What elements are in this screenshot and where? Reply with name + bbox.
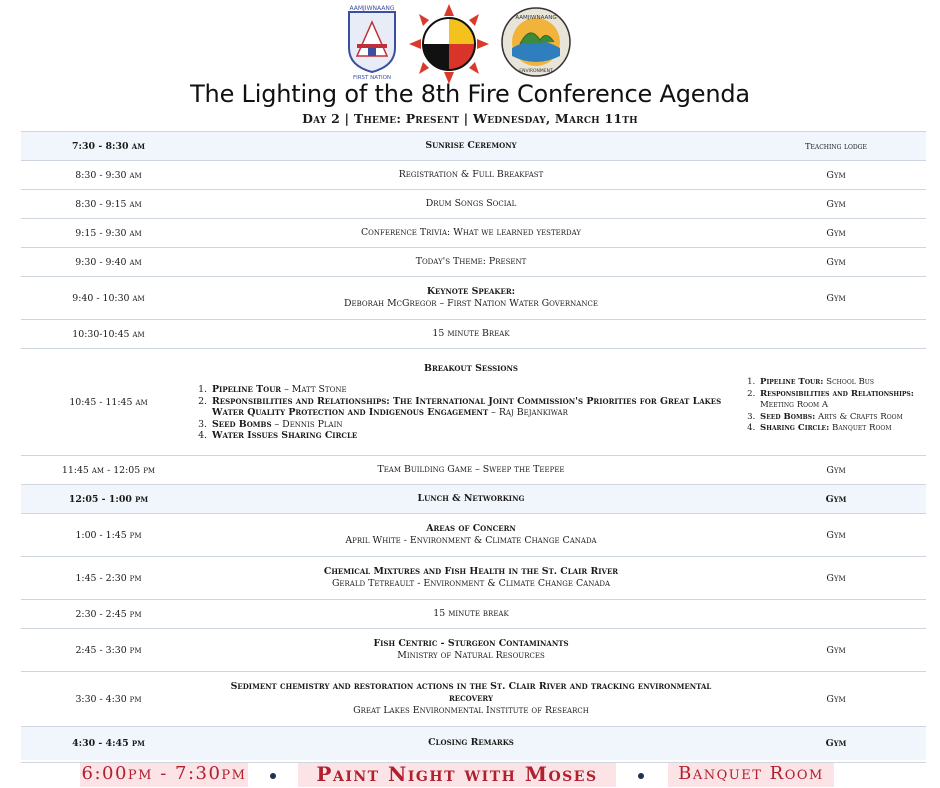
first-nation-crest-logo xyxy=(343,4,401,80)
row-time: 1:45 - 2:30 pm xyxy=(21,557,196,600)
row-location xyxy=(746,600,926,629)
location-title: Seed Bombs: xyxy=(760,411,816,422)
row-event-cell xyxy=(196,672,746,727)
row-location: Gym xyxy=(746,456,926,485)
row-location: Gym xyxy=(746,485,926,514)
row-event-cell xyxy=(196,629,746,672)
agenda-row xyxy=(21,557,926,600)
row-location: Gym xyxy=(746,219,926,248)
row-time: 11:45 am - 12:05 pm xyxy=(21,456,196,485)
row-event-sub: Deborah McGregor – First Nation Water Governance xyxy=(344,298,598,309)
location-place: Meeting Room A xyxy=(760,400,829,411)
row-time: 3:30 - 4:30 pm xyxy=(21,672,196,727)
row-event: Lunch & Networking xyxy=(196,485,746,514)
location-place: Banquet Room xyxy=(829,423,892,434)
agenda-row xyxy=(21,456,926,485)
row-event-sub: Great Lakes Environmental Institute of Research xyxy=(353,705,589,716)
session-title: Pipeline Tour xyxy=(212,384,282,395)
breakout-session xyxy=(210,419,746,431)
breakout-location xyxy=(758,412,926,424)
location-title: Responsibilities and Relationships: xyxy=(760,388,914,399)
row-event: Areas of Concern xyxy=(426,523,516,534)
row-event: 15 minute Break xyxy=(196,320,746,349)
agenda-row xyxy=(21,132,926,161)
row-event: Sunrise Ceremony xyxy=(196,132,746,161)
row-time: 10:45 - 11:45 am xyxy=(21,349,196,456)
agenda-row xyxy=(21,248,926,277)
agenda-row xyxy=(21,219,926,248)
row-location: Gym xyxy=(746,514,926,557)
row-time: 1:00 - 1:45 pm xyxy=(21,514,196,557)
location-title: Sharing Circle: xyxy=(760,423,830,434)
row-time: 8:30 - 9:30 am xyxy=(21,161,196,190)
row-event: Team Building Game – Sweep the Teepee xyxy=(196,456,746,485)
env-logo-top-text: AAMJIWNAANG xyxy=(515,15,557,21)
breakout-title: Breakout Sessions xyxy=(424,362,518,374)
agenda-row xyxy=(21,320,926,349)
agenda-row xyxy=(21,190,926,219)
session-speaker: – Raj Bejankiwar xyxy=(488,407,568,418)
breakout-session xyxy=(210,396,746,419)
row-location: Gym xyxy=(746,277,926,320)
row-event: Today's Theme: Present xyxy=(196,248,746,277)
row-time: 7:30 - 8:30 am xyxy=(21,132,196,161)
agenda-row xyxy=(21,514,926,557)
row-time: 8:30 - 9:15 am xyxy=(21,190,196,219)
row-location: Gym xyxy=(746,248,926,277)
agenda-row xyxy=(21,161,926,190)
bullet-dot xyxy=(638,773,644,779)
row-time: 12:05 - 1:00 pm xyxy=(21,485,196,514)
agenda-row-breakout xyxy=(21,349,926,456)
agenda-row xyxy=(21,727,926,760)
agenda-row xyxy=(21,277,926,320)
page-subtitle: Day 2 | Theme: Present | Wednesday, March 11th xyxy=(302,111,638,126)
row-event: Keynote Speaker: xyxy=(426,286,516,297)
row-time: 2:45 - 3:30 pm xyxy=(21,629,196,672)
bullet-dot xyxy=(270,773,276,779)
breakout-session xyxy=(210,430,746,442)
row-event-cell xyxy=(196,514,746,557)
row-location: Gym xyxy=(746,672,926,727)
agenda-row xyxy=(21,600,926,629)
breakout-location-list xyxy=(746,377,926,435)
evening-banner xyxy=(0,763,940,788)
row-event: Conference Trivia: What we learned yesterday xyxy=(196,219,746,248)
row-event: Fish Centric - Sturgeon Contaminants xyxy=(373,638,569,649)
breakout-cell xyxy=(196,349,746,456)
row-event: Chemical Mixtures and Fish Health in the St. Clair River xyxy=(323,566,619,577)
breakout-location xyxy=(758,377,926,389)
row-location: Gym xyxy=(746,557,926,600)
evening-location: Banquet Room xyxy=(668,763,834,787)
location-place: School Bus xyxy=(823,377,874,388)
row-event: Registration & Full Breakfast xyxy=(196,161,746,190)
crest-top-text: AAMJIWNAANG xyxy=(349,5,395,12)
breakout-location xyxy=(758,389,926,412)
crest-bottom-text: FIRST NATION xyxy=(352,75,392,80)
breakout-location-cell xyxy=(746,349,926,456)
row-event-sub: Ministry of Natural Resources xyxy=(397,650,545,661)
breakout-session xyxy=(210,384,746,396)
row-time: 9:40 - 10:30 am xyxy=(21,277,196,320)
row-location: Gym xyxy=(746,727,926,760)
row-time: 2:30 - 2:45 pm xyxy=(21,600,196,629)
evening-event: Paint Night with Moses xyxy=(298,763,616,787)
row-location xyxy=(746,320,926,349)
row-event: Closing Remarks xyxy=(196,727,746,760)
evening-time: 6:00pm - 7:30pm xyxy=(80,763,248,787)
page-title: The Lighting of the 8th Fire Conference Agenda xyxy=(190,80,750,108)
agenda-row xyxy=(21,629,926,672)
row-location: Teaching lodge xyxy=(746,132,926,161)
row-location: Gym xyxy=(746,161,926,190)
env-logo-bottom-text: ENVIRONMENT xyxy=(519,69,553,74)
breakout-location xyxy=(758,423,926,435)
agenda-row xyxy=(21,485,926,514)
row-time: 9:15 - 9:30 am xyxy=(21,219,196,248)
row-event-sub: April White - Environment & Climate Change Canada xyxy=(345,535,597,546)
agenda-table xyxy=(21,131,926,760)
row-time: 4:30 - 4:45 pm xyxy=(21,727,196,760)
location-title: Pipeline Tour: xyxy=(760,377,824,388)
row-time: 10:30-10:45 am xyxy=(21,320,196,349)
row-event: Drum Songs Social xyxy=(196,190,746,219)
location-place: Arts & Crafts Room xyxy=(815,411,903,422)
row-event-sub: Gerald Tetreault - Environment & Climate Change Canada xyxy=(331,578,611,589)
row-location: Gym xyxy=(746,190,926,219)
environment-logo xyxy=(500,4,572,80)
session-title: Responsibilities and Relationships: The International Joint Commission's Priorities for Great Lakes Water Quality Protection and Indigenous Engagement xyxy=(212,395,722,418)
logo-row xyxy=(0,4,940,84)
agenda-row xyxy=(21,672,926,727)
breakout-session-list xyxy=(196,384,746,442)
row-event-cell xyxy=(196,557,746,600)
session-speaker: – Dennis Plain xyxy=(271,418,343,430)
session-title: Seed Bombs xyxy=(212,418,272,430)
row-event-cell xyxy=(196,277,746,320)
row-event: Sediment chemistry and restoration actions in the St. Clair River and tracking environmental recovery xyxy=(230,681,712,704)
row-location: Gym xyxy=(746,629,926,672)
row-time: 9:30 - 9:40 am xyxy=(21,248,196,277)
medicine-wheel-logo xyxy=(407,4,491,84)
row-event: 15 minute break xyxy=(196,600,746,629)
session-title: Water Issues Sharing Circle xyxy=(212,430,358,441)
session-speaker: – Matt Stone xyxy=(281,384,347,395)
